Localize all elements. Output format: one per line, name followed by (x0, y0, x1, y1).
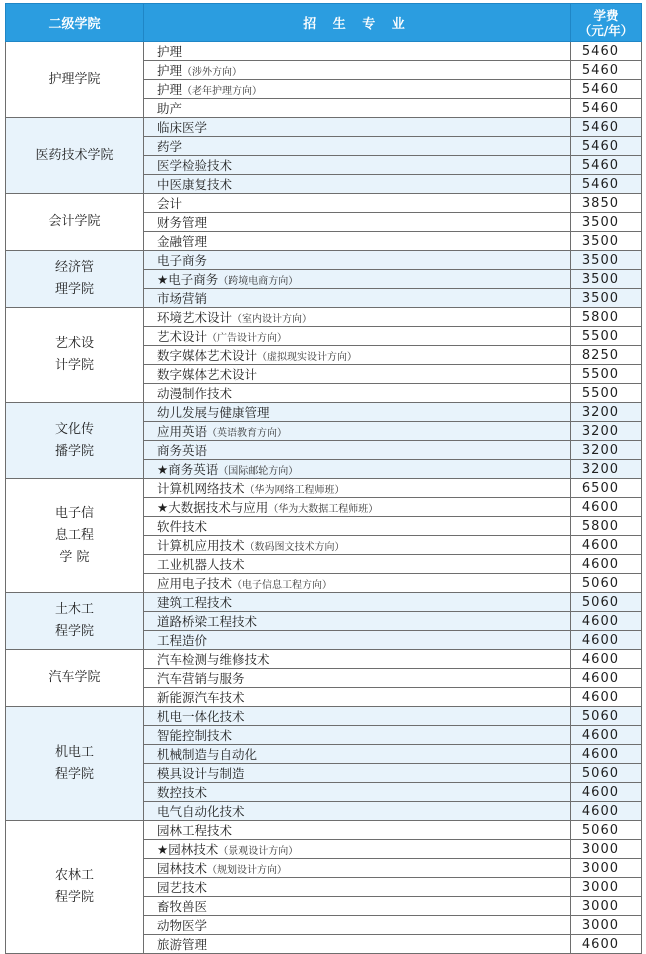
major-name: 建筑工程技术 (157, 595, 233, 610)
major-name: ★电子商务 (157, 272, 219, 287)
major-name: 数字媒体艺术设计 (157, 367, 258, 382)
fee-cell: 3200 (571, 441, 642, 460)
major-name: 市场营销 (157, 291, 208, 306)
major-note: （景观设计方向） (218, 846, 299, 857)
table-row (6, 650, 642, 669)
major-name: 模具设计与制造 (157, 766, 245, 781)
major-name: 旅游管理 (157, 937, 208, 952)
major-cell (144, 536, 571, 555)
tuition-table (5, 3, 642, 954)
fee-cell: 5500 (571, 327, 642, 346)
major-cell (144, 403, 571, 422)
fee-column-header (571, 4, 642, 42)
college-cell (6, 650, 144, 707)
fee-cell: 5800 (571, 517, 642, 536)
fee-cell: 4600 (571, 498, 642, 517)
major-note: （跨境电商方向） (218, 276, 299, 287)
major-name: 商务英语 (157, 443, 208, 458)
fee-cell: 5060 (571, 764, 642, 783)
fee-cell: 4600 (571, 631, 642, 650)
major-cell (144, 479, 571, 498)
fee-cell: 4600 (571, 612, 642, 631)
major-name: 动漫制作技术 (157, 386, 233, 401)
major-name: 计算机网络技术 (157, 481, 245, 496)
major-cell (144, 270, 571, 289)
fee-cell: 3000 (571, 916, 642, 935)
fee-cell: 4600 (571, 783, 642, 802)
fee-cell: 8250 (571, 346, 642, 365)
fee-cell: 4600 (571, 726, 642, 745)
college-name: 土木工 (54, 602, 94, 617)
major-note: （涉外方向） (182, 67, 243, 78)
major-cell (144, 118, 571, 137)
major-column-header: 招 生 专 业 (144, 4, 571, 42)
major-cell (144, 726, 571, 745)
major-name: 艺术设计 (157, 329, 208, 344)
fee-cell: 4600 (571, 745, 642, 764)
fee-cell: 5060 (571, 707, 642, 726)
major-name: 机械制造与自动化 (157, 747, 258, 762)
fee-cell: 3850 (571, 194, 642, 213)
fee-cell: 4600 (571, 688, 642, 707)
major-name: 汽车营销与服务 (157, 671, 245, 686)
major-cell (144, 593, 571, 612)
fee-cell: 3000 (571, 859, 642, 878)
college-name: 程学院 (54, 624, 94, 639)
fee-cell: 4600 (571, 935, 642, 954)
fee-cell: 5460 (571, 118, 642, 137)
major-name: 中医康复技术 (157, 177, 233, 192)
major-cell (144, 137, 571, 156)
major-name: 园艺技术 (157, 880, 208, 895)
major-note: （数码图文技术方向） (244, 542, 345, 553)
table-row (6, 194, 642, 213)
major-name: 新能源汽车技术 (157, 690, 245, 705)
college-name: 农林工 (54, 868, 94, 883)
table-body (6, 42, 642, 954)
major-cell (144, 821, 571, 840)
major-name: 道路桥梁工程技术 (157, 614, 258, 629)
major-cell (144, 384, 571, 403)
fee-cell: 5460 (571, 61, 642, 80)
major-name: 数控技术 (157, 785, 208, 800)
major-cell (144, 422, 571, 441)
table-row (6, 42, 642, 61)
major-name: 畜牧兽医 (157, 899, 208, 914)
fee-cell: 3500 (571, 213, 642, 232)
college-column-header: 二级学院 (6, 4, 144, 42)
major-note: （规划设计方向） (207, 865, 288, 876)
college-name: 程学院 (54, 890, 94, 905)
fee-cell: 5500 (571, 384, 642, 403)
major-cell (144, 650, 571, 669)
college-name: 息工程 (54, 527, 94, 543)
fee-cell: 5460 (571, 80, 642, 99)
fee-cell: 4600 (571, 669, 642, 688)
major-cell (144, 764, 571, 783)
major-cell (144, 194, 571, 213)
college-name: 理学院 (54, 282, 94, 297)
fee-cell: 5060 (571, 821, 642, 840)
table-row (6, 821, 642, 840)
fee-cell: 5460 (571, 99, 642, 118)
fee-cell: 5460 (571, 137, 642, 156)
major-cell (144, 441, 571, 460)
major-name: 环境艺术设计 (157, 310, 233, 325)
major-cell (144, 897, 571, 916)
major-name: 护理 (157, 63, 183, 78)
fee-cell: 4600 (571, 650, 642, 669)
major-name: 园林技术 (157, 861, 208, 876)
major-name: 护理 (157, 44, 183, 59)
major-name: 电气自动化技术 (157, 804, 245, 819)
major-cell (144, 80, 571, 99)
fee-cell: 3200 (571, 403, 642, 422)
college-cell (6, 118, 144, 194)
college-cell (6, 308, 144, 403)
table-row (6, 479, 642, 498)
fee-header-line1: 学费 (593, 7, 619, 23)
college-cell (6, 42, 144, 118)
major-cell (144, 840, 571, 859)
major-name: 智能控制技术 (157, 728, 233, 743)
major-name: 临床医学 (157, 120, 208, 135)
major-cell (144, 308, 571, 327)
major-cell (144, 232, 571, 251)
major-name: ★商务英语 (157, 462, 219, 477)
table-row (6, 403, 642, 422)
major-cell (144, 365, 571, 384)
major-cell (144, 707, 571, 726)
college-name: 播学院 (54, 443, 94, 459)
major-cell (144, 612, 571, 631)
major-cell (144, 460, 571, 479)
major-cell (144, 688, 571, 707)
major-name: 应用英语 (157, 424, 208, 439)
major-note: （华为网络工程师班） (244, 485, 345, 496)
major-name: 幼儿发展与健康管理 (157, 405, 270, 420)
college-name: 电子信 (54, 505, 94, 521)
fee-cell: 4600 (571, 802, 642, 821)
major-name: 动物医学 (157, 918, 208, 933)
fee-cell: 5060 (571, 593, 642, 612)
major-note: （国际邮轮方向） (218, 466, 299, 477)
major-cell (144, 156, 571, 175)
college-cell (6, 403, 144, 479)
fee-cell: 5460 (571, 175, 642, 194)
major-name: 药学 (157, 139, 183, 154)
major-cell (144, 99, 571, 118)
major-name: 工业机器人技术 (157, 557, 245, 572)
major-cell (144, 346, 571, 365)
major-name: 工程造价 (157, 633, 208, 648)
major-name: 园林工程技术 (157, 823, 233, 838)
college-name: 程学院 (54, 766, 94, 782)
major-name: 会计 (157, 196, 183, 211)
college-name: 计学院 (54, 358, 94, 373)
college-name: 机电工 (54, 744, 94, 760)
college-name: 艺术设 (54, 336, 94, 351)
college-cell (6, 194, 144, 251)
major-name: 助产 (157, 101, 183, 116)
major-cell (144, 574, 571, 593)
major-cell (144, 783, 571, 802)
fee-cell: 3500 (571, 251, 642, 270)
college-cell (6, 479, 144, 593)
college-name: 学 院 (59, 549, 90, 565)
college-name: 经济管 (54, 260, 94, 275)
major-note: （电子信息工程方向） (232, 580, 333, 591)
fee-cell: 3200 (571, 460, 642, 479)
major-note: （广告设计方向） (207, 333, 288, 344)
major-name: 应用电子技术 (157, 576, 233, 591)
table-header (6, 4, 642, 42)
major-name: 汽车检测与维修技术 (157, 652, 270, 667)
college-cell (6, 821, 144, 954)
major-name: 金融管理 (157, 234, 208, 249)
table-row (6, 593, 642, 612)
fee-cell: 5460 (571, 42, 642, 61)
major-cell (144, 555, 571, 574)
fee-cell: 5460 (571, 156, 642, 175)
fee-cell: 5500 (571, 365, 642, 384)
major-note: （虚拟现实设计方向） (257, 352, 358, 363)
major-cell (144, 878, 571, 897)
college-name: 会计学院 (48, 214, 101, 229)
college-cell (6, 593, 144, 650)
table-row (6, 707, 642, 726)
table-row (6, 118, 642, 137)
major-name: 软件技术 (157, 519, 208, 534)
major-name: 护理 (157, 82, 183, 97)
major-note: （华为大数据工程师班） (268, 504, 379, 515)
major-cell (144, 916, 571, 935)
major-cell (144, 517, 571, 536)
major-cell (144, 327, 571, 346)
major-cell (144, 213, 571, 232)
college-name: 汽车学院 (48, 670, 101, 685)
fee-cell: 3000 (571, 840, 642, 859)
major-name: ★大数据技术与应用 (157, 500, 269, 515)
major-cell (144, 935, 571, 954)
college-name: 文化传 (54, 421, 94, 437)
college-cell (6, 707, 144, 821)
major-name: 财务管理 (157, 215, 208, 230)
fee-cell: 4600 (571, 536, 642, 555)
major-cell (144, 251, 571, 270)
table-row (6, 251, 642, 270)
major-name: 数字媒体艺术设计 (157, 348, 258, 363)
major-cell (144, 745, 571, 764)
major-cell (144, 289, 571, 308)
major-cell (144, 175, 571, 194)
major-cell (144, 802, 571, 821)
major-cell (144, 859, 571, 878)
college-name: 医药技术学院 (35, 147, 114, 163)
major-cell (144, 498, 571, 517)
college-name: 护理学院 (48, 71, 101, 87)
major-name: ★园林技术 (157, 842, 219, 857)
major-note: （老年护理方向） (182, 86, 263, 97)
fee-cell: 3200 (571, 422, 642, 441)
fee-cell: 3000 (571, 897, 642, 916)
major-cell (144, 42, 571, 61)
major-name: 计算机应用技术 (157, 538, 245, 553)
fee-cell: 3500 (571, 270, 642, 289)
fee-cell: 5060 (571, 574, 642, 593)
major-name: 机电一体化技术 (157, 709, 245, 724)
major-cell (144, 61, 571, 80)
fee-cell: 5800 (571, 308, 642, 327)
fee-cell: 4600 (571, 555, 642, 574)
major-note: （英语教育方向） (207, 428, 288, 439)
table-row (6, 308, 642, 327)
fee-header-line2: （元/年） (578, 22, 634, 38)
major-name: 医学检验技术 (157, 158, 233, 173)
fee-cell: 3500 (571, 289, 642, 308)
fee-cell: 6500 (571, 479, 642, 498)
fee-cell: 3000 (571, 878, 642, 897)
college-cell (6, 251, 144, 308)
major-note: （室内设计方向） (232, 314, 313, 325)
major-cell (144, 631, 571, 650)
fee-cell: 3500 (571, 232, 642, 251)
major-cell (144, 669, 571, 688)
major-name: 电子商务 (157, 253, 208, 268)
